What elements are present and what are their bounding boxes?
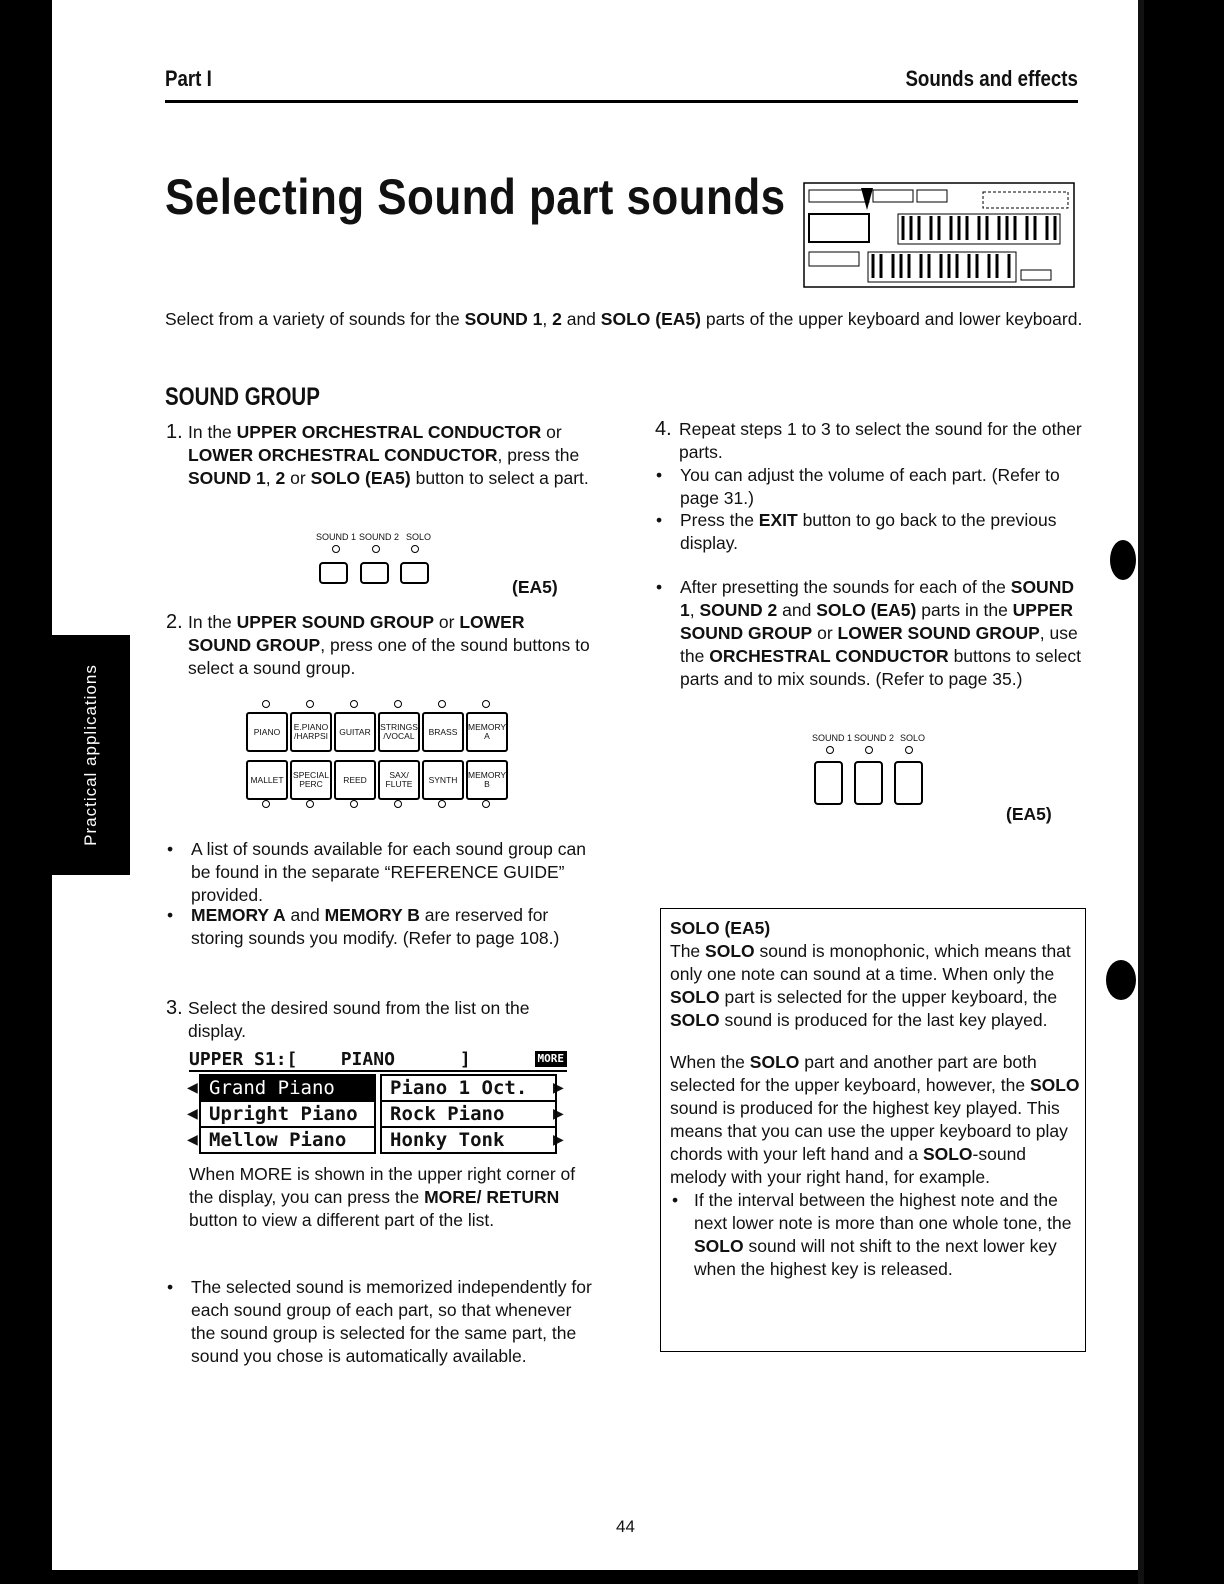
sound2-label: SOUND 2 <box>359 532 400 542</box>
solo-led <box>411 545 419 553</box>
model-label-ea5: (EA5) <box>512 577 558 597</box>
lcd-more-indicator: MORE <box>535 1051 568 1067</box>
brass-button[interactable]: BRASS <box>422 712 464 752</box>
scan-border-right <box>1144 0 1224 1584</box>
sound2-button[interactable] <box>360 562 389 584</box>
header-part: Part I <box>165 66 212 91</box>
guitar-button[interactable]: GUITAR <box>334 712 376 752</box>
lcd-left-arrow-icon: ◀ <box>187 1105 198 1121</box>
sound1-label: SOUND 1 <box>316 532 357 542</box>
led <box>438 700 446 708</box>
synth-button[interactable]: SYNTH <box>422 760 464 800</box>
lcd-item[interactable]: Honky Tonk <box>380 1126 557 1154</box>
epiano-harpsi-button[interactable]: E.PIANO /HARPSI <box>290 712 332 752</box>
solo-box-title: SOLO (EA5) <box>670 918 771 938</box>
step-3: 3. Select the desired sound from the list on the display. <box>166 997 530 1041</box>
lcd-right-arrow-icon: ▶ <box>553 1131 564 1147</box>
led <box>350 800 358 808</box>
lcd-item-selected[interactable]: Grand Piano <box>199 1074 376 1102</box>
led <box>394 700 402 708</box>
header-rule <box>165 100 1078 103</box>
sound-part-buttons-diagram-2 <box>808 731 948 807</box>
solo-box-text <box>670 917 1080 1281</box>
lcd-item[interactable]: Upright Piano <box>199 1100 376 1128</box>
bullet-presetting: • After presetting the sounds for each of the SOUND 1, SOUND 2 and SOLO (EA5) parts in the UPPER SOUND GROUP or LOWER SOUND GROUP, use the ORCHESTRAL CONDUCTOR buttons to select parts and to mix sounds. (Refer to page 35.) <box>656 577 1082 689</box>
led <box>262 700 270 708</box>
led <box>482 700 490 708</box>
lcd-item[interactable]: Piano 1 Oct. <box>380 1074 557 1102</box>
step-1: 1. In the UPPER ORCHESTRAL CONDUCTOR or LOWER ORCHESTRAL CONDUCTOR, press the SOUND 1, 2 or SOLO (EA5) button to select a part. <box>166 421 589 488</box>
sound1-led <box>332 545 340 553</box>
bullet-reference-guide: • A list of sounds available for each sound group can be found in the separate “REFERENCE GUIDE” provided. <box>167 839 586 905</box>
sax-flute-button[interactable]: SAX/ FLUTE <box>378 760 420 800</box>
sound1-label: SOUND 1 <box>812 733 853 743</box>
sound1-button[interactable] <box>814 761 843 805</box>
lcd-item[interactable]: Rock Piano <box>380 1100 557 1128</box>
solo-label: SOLO <box>406 532 432 542</box>
led <box>306 800 314 808</box>
solo-button[interactable] <box>894 761 923 805</box>
led <box>350 700 358 708</box>
led <box>482 800 490 808</box>
solo-info-box <box>660 908 1086 1352</box>
solo-box-p2: When the SOLO part and another part are both selected for the upper keyboard, however, the SOLO sound is produced for the highest key played. This means that you can use the upper keyboard to play chords with your left hand and a SOLO-sound melody with your right hand, for example. <box>670 1052 1080 1187</box>
sound2-led <box>865 746 873 754</box>
bullet-memory: • MEMORY A and MEMORY B are reserved for storing sounds you modify. (Refer to page 108.) <box>167 905 560 948</box>
lcd-right-arrow-icon: ▶ <box>553 1079 564 1095</box>
mallet-button[interactable]: MALLET <box>246 760 288 800</box>
lcd-left-arrow-icon: ◀ <box>187 1079 198 1095</box>
sound2-led <box>372 545 380 553</box>
lcd-item[interactable]: Mellow Piano <box>199 1126 376 1154</box>
step-4: 4. Repeat steps 1 to 3 to select the sound for the other parts. <box>655 418 1082 462</box>
memory-b-button[interactable]: MEMORY B <box>466 760 508 800</box>
bullet-exit: • Press the EXIT button to go back to the previous display. <box>656 510 1057 553</box>
section-heading-sound-group: SOUND GROUP <box>165 383 320 411</box>
page-number: 44 <box>616 1517 635 1536</box>
scan-border-left <box>0 0 52 1584</box>
lcd-right-arrow-icon: ▶ <box>553 1105 564 1121</box>
bullet-memorized: • The selected sound is memorized independently for each sound group of each part, so that whenever the sound group is selected for the same part, the sound you chose is automatically available. <box>167 1277 592 1366</box>
solo-label: SOLO <box>900 733 926 743</box>
sound-part-buttons-diagram <box>310 530 450 586</box>
sound1-led <box>826 746 834 754</box>
led <box>438 800 446 808</box>
header-section: Sounds and effects <box>905 66 1078 91</box>
page-title: Selecting Sound part sounds <box>165 169 786 225</box>
side-tab <box>52 635 130 875</box>
strings-vocal-button[interactable]: STRINGS /VOCAL <box>378 712 420 752</box>
sound1-button[interactable] <box>319 562 348 584</box>
reed-button[interactable]: REED <box>334 760 376 800</box>
special-perc-button[interactable]: SPECIAL PERC <box>290 760 332 800</box>
sound-group-buttons-diagram <box>244 700 514 812</box>
sound2-label: SOUND 2 <box>854 733 895 743</box>
lcd-header-row: UPPER S1:[ PIANO ] MORE <box>189 1050 567 1072</box>
sound2-button[interactable] <box>854 761 883 805</box>
binder-hole <box>1106 960 1136 1000</box>
memory-a-button[interactable]: MEMORY A <box>466 712 508 752</box>
solo-led <box>905 746 913 754</box>
lcd-display <box>189 1050 567 1150</box>
instrument-panel-illustration <box>803 182 1075 288</box>
scan-border-bottom <box>0 1570 1224 1584</box>
more-note: When MORE is shown in the upper right corner of the display, you can press the MORE/ RETURN button to view a different part of the list. <box>189 1164 576 1230</box>
solo-box-p1: The SOLO sound is monophonic, which means that only one note can sound at a time. When only the SOLO part is selected for the upper keyboard, the SOLO sound is produced for the last key played. <box>670 941 1071 1030</box>
model-label-ea5-2: (EA5) <box>1006 804 1052 824</box>
led <box>306 700 314 708</box>
lcd-left-arrow-icon: ◀ <box>187 1131 198 1147</box>
led <box>394 800 402 808</box>
bullet-volume: • You can adjust the volume of each part. (Refer to page 31.) <box>656 465 1060 508</box>
solo-button[interactable] <box>400 562 429 584</box>
led <box>262 800 270 808</box>
piano-button[interactable]: PIANO <box>246 712 288 752</box>
side-tab-label: Practical applications <box>81 664 100 846</box>
step-2: 2. In the UPPER SOUND GROUP or LOWER SOUND GROUP, press one of the sound buttons to select a sound group. <box>166 611 590 678</box>
binder-hole <box>1110 540 1136 580</box>
intro-paragraph: Select from a variety of sounds for the SOUND 1, 2 and SOLO (EA5) parts of the upper keyboard and lower keyboard. <box>165 309 1083 329</box>
solo-box-bullet: • If the interval between the highest note and the next lower note is more than one whole tone, the SOLO sound will not shift to the next lower key when the highest key is released. <box>672 1190 1072 1279</box>
